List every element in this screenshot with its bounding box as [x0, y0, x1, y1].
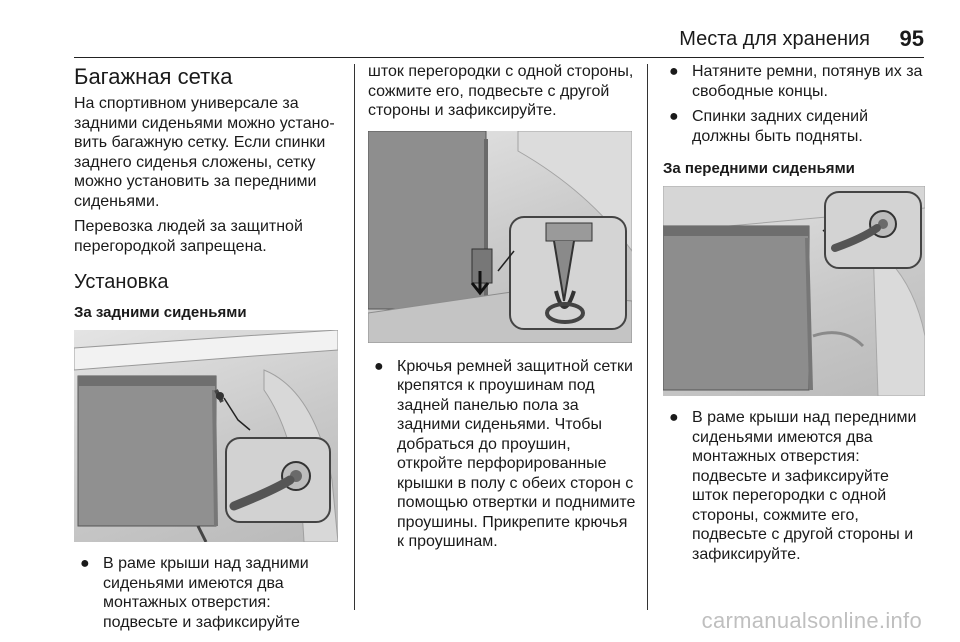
column-1 — [74, 62, 342, 638]
bullet-marker: ● — [80, 555, 90, 572]
column-3 — [663, 62, 925, 570]
bullet-seatbacks-up — [663, 107, 925, 146]
bullet-marker: ● — [669, 63, 679, 80]
column-divider-1 — [354, 64, 355, 610]
bullet-text: Крючья ремней защитной сетки крепятся к проушинам под задней панелью пола за задними сиденьями. Чтобы добраться до проушин, откройте перфорированные крышки в полу с обеих сторон с помощью отвертки и поднимите проушины. Прикрепите крючья к проушинам. — [397, 357, 636, 550]
bullet-marker: ● — [669, 409, 679, 426]
header-rule — [74, 57, 924, 58]
page-number: 95 — [899, 26, 924, 51]
bullet-text: В раме крыши над задними сиденьями имеются два монтажных отверстия: подвесьте и зафиксируйте — [103, 555, 309, 631]
bullet-strap-hooks — [368, 357, 638, 552]
bullet-text: В раме крыши над передними сиденьями имеются два монтажных отверстия: подвесьте и зафиксируйте шток перегородки с одной стороны, сожмите его, подвесьте с другой стороны и зафиксируйте. — [692, 409, 917, 563]
bullet-rear-mounting — [74, 554, 342, 632]
bullet-marker: ● — [669, 108, 679, 125]
bullet-text: Спинки задних сидений должны быть подняты. — [692, 108, 869, 145]
column-divider-2 — [647, 64, 648, 610]
section-title: Багажная сетка — [74, 64, 233, 89]
installation-heading: Установка — [74, 271, 169, 293]
watermark: carmanualsonline.info — [701, 608, 922, 633]
bullet-marker: ● — [374, 357, 384, 375]
continued-paragraph: шток перегородки с одной стороны, сожмите его, подвесьте с другой стороны и зафиксируйте. — [368, 63, 634, 119]
column-2 — [368, 62, 638, 558]
bullet-text: Натяните ремни, потянув их за свободные концы. — [692, 63, 923, 100]
figure-front-net-mounting — [663, 186, 925, 396]
rear-seats-subheading: За задними сиденьями — [74, 304, 247, 321]
bullet-tighten-straps — [663, 62, 925, 101]
front-seats-subheading: За передними сиденьями — [663, 160, 855, 177]
intro-paragraph: На спортивном универсале за задними сиденьями можно установить багажную сетку. Если спинки заднего сиденья сложены, сетку можно установить за передними сиденьями. — [74, 95, 335, 210]
figure-strap-hook-eyelet — [368, 131, 632, 343]
warning-paragraph: Перевозка людей за защитной перегородкой запрещена. — [74, 218, 303, 255]
bullet-front-mounting — [663, 408, 925, 564]
figure-rear-net-mounting — [74, 330, 338, 542]
running-header: Места для хранения — [679, 28, 870, 50]
